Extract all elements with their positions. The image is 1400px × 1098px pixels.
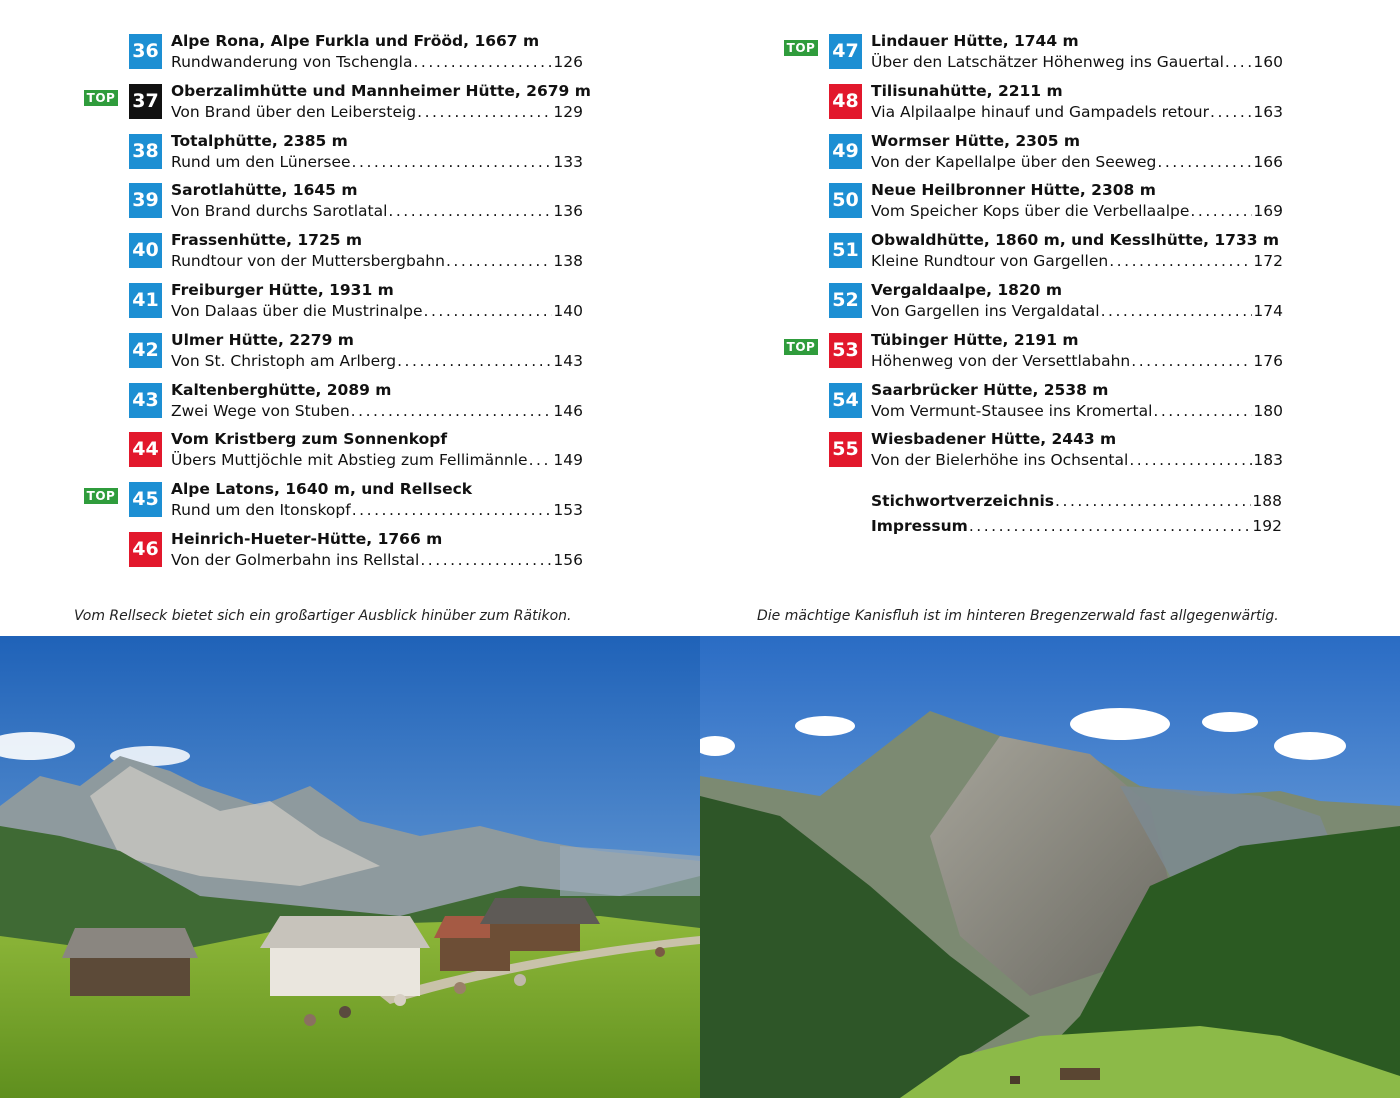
- tour-page: 129: [553, 102, 583, 121]
- extra-page: 192: [1252, 517, 1282, 535]
- tour-subtitle-row: [171, 252, 583, 270]
- tour-page: 180: [1253, 401, 1283, 420]
- leader-dots: [1190, 202, 1252, 220]
- tour-subtitle: Vom Vermunt-Stausee ins Kromertal: [871, 401, 1153, 420]
- toc-extra-impressum[interactable]: [871, 517, 1282, 535]
- tour-number-badge: 45: [129, 482, 162, 517]
- leader-dots: [529, 451, 553, 469]
- toc-entry-36[interactable]: [84, 31, 584, 81]
- leader-dots: [1157, 153, 1252, 171]
- tour-title: Freiburger Hütte, 1931 m: [171, 280, 394, 299]
- toc-entry-52[interactable]: [784, 280, 1284, 330]
- tour-page: 140: [553, 301, 583, 320]
- tour-page: 149: [553, 451, 583, 470]
- cloud: [795, 716, 855, 736]
- toc-extra-index[interactable]: [871, 492, 1282, 510]
- tour-subtitle-row: [171, 103, 583, 121]
- photo-kanisfluh: [700, 636, 1400, 1098]
- tour-number-badge: 39: [129, 183, 162, 218]
- tour-page: 153: [553, 501, 583, 520]
- tour-page: 133: [553, 152, 583, 171]
- tour-page: 136: [553, 202, 583, 221]
- toc-entry-51[interactable]: [784, 230, 1284, 280]
- toc-right-column: [784, 31, 1284, 479]
- tour-subtitle: Rundtour von der Muttersbergbahn: [171, 252, 445, 271]
- tour-page: 160: [1253, 53, 1283, 71]
- tour-subtitle: Von Brand über den Leibersteig: [171, 102, 417, 121]
- tour-number-badge: 36: [129, 34, 162, 69]
- tour-subtitle: Über den Latschätzer Höhenweg ins Gauertal: [871, 53, 1224, 71]
- tour-subtitle: Von Brand durchs Sarotlatal: [171, 202, 388, 221]
- leader-dots: [1129, 451, 1252, 469]
- farmhouse: [270, 946, 420, 996]
- toc-entry-42[interactable]: [84, 330, 584, 380]
- leader-dots: [969, 517, 1252, 535]
- tour-subtitle: Von der Bielerhöhe ins Ochsental: [871, 451, 1129, 470]
- tour-number-badge: 49: [829, 134, 862, 169]
- tour-subtitle-row: [171, 551, 583, 569]
- caption-right: Die mächtige Kanisfluh ist im hinteren Bregenzerwald fast allgegenwärtig.: [757, 608, 1279, 624]
- tour-number-badge: 41: [129, 283, 162, 318]
- tour-title: Lindauer Hütte, 1744 m: [871, 32, 1079, 50]
- tour-title: Alpe Latons, 1640 m, und Rellseck: [171, 480, 473, 499]
- tour-subtitle-row: [871, 252, 1283, 270]
- leader-dots: [1210, 103, 1252, 121]
- tour-page: 176: [1253, 351, 1283, 370]
- tour-number-badge: 42: [129, 333, 162, 368]
- tour-page: 163: [1253, 102, 1283, 121]
- toc-left-column: [84, 31, 591, 579]
- tour-subtitle-row: [871, 202, 1283, 220]
- tour-title: Ulmer Hütte, 2279 m: [171, 330, 354, 349]
- tour-page: 174: [1253, 301, 1283, 320]
- tour-subtitle: Rund um den Itonskopf: [171, 501, 351, 520]
- leader-dots: [420, 551, 552, 569]
- leader-dots: [388, 202, 552, 220]
- tour-number-badge: 44: [129, 432, 162, 467]
- toc-entry-45[interactable]: [84, 479, 584, 529]
- top-badge: TOP: [84, 488, 118, 504]
- extra-label: Impressum: [871, 517, 968, 535]
- tour-number-badge: 52: [829, 283, 862, 318]
- tour-page: 166: [1253, 152, 1283, 171]
- tour-title: Tilisunahütte, 2211 m: [871, 81, 1063, 100]
- tour-subtitle-row: [171, 53, 583, 71]
- tour-page: 146: [553, 401, 583, 420]
- tour-subtitle-row: [871, 153, 1283, 171]
- toc-entry-44[interactable]: [84, 429, 584, 479]
- top-badge: TOP: [84, 90, 118, 106]
- tour-subtitle: Von der Golmerbahn ins Rellstal: [171, 550, 420, 569]
- toc-entry-53[interactable]: [784, 330, 1284, 380]
- tour-subtitle: Kleine Rundtour von Gargellen: [871, 252, 1109, 271]
- tour-subtitle: Von Dalaas über die Mustrinalpe: [171, 301, 423, 320]
- tour-page: 156: [553, 550, 583, 569]
- toc-entry-54[interactable]: [784, 380, 1284, 430]
- tour-page: 183: [1253, 451, 1283, 470]
- tour-subtitle-row: [171, 501, 583, 519]
- tour-subtitle-row: [171, 202, 583, 220]
- tour-title: Vergaldaalpe, 1820 m: [871, 280, 1063, 299]
- toc-entry-43[interactable]: [84, 380, 584, 430]
- leader-dots: [351, 402, 553, 420]
- tour-number-badge: 46: [129, 532, 162, 567]
- leader-dots: [424, 302, 553, 320]
- toc-entry-50[interactable]: [784, 180, 1284, 230]
- tour-page: 172: [1253, 252, 1283, 271]
- tour-number-badge: 51: [829, 233, 862, 268]
- tour-subtitle-row: [171, 402, 583, 420]
- leader-dots: [1055, 492, 1251, 510]
- tour-title: Sarotlahütte, 1645 m: [171, 181, 358, 200]
- tour-subtitle-row: [871, 402, 1283, 420]
- tour-subtitle-row: [871, 53, 1283, 71]
- leader-dots: [1153, 402, 1252, 420]
- leader-dots: [413, 53, 552, 71]
- leader-dots: [352, 501, 553, 519]
- top-badge: TOP: [784, 40, 818, 56]
- tour-subtitle: Von Gargellen ins Vergaldatal: [871, 301, 1100, 320]
- leader-dots: [352, 153, 553, 171]
- tour-subtitle: Zwei Wege von Stuben: [171, 401, 350, 420]
- tour-subtitle-row: [171, 302, 583, 320]
- tour-subtitle: Rundwanderung von Tschengla: [171, 53, 413, 71]
- tour-page: 126: [553, 53, 583, 71]
- tour-number-badge: 53: [829, 333, 862, 368]
- toc-entry-47[interactable]: [784, 31, 1284, 81]
- tour-title: Alpe Rona, Alpe Furkla und Frööd, 1667 m: [171, 32, 540, 50]
- toc-entry-39[interactable]: [84, 180, 584, 230]
- caption-left: Vom Rellseck bietet sich ein großartiger Ausblick hinüber zum Rätikon.: [74, 608, 572, 624]
- toc-entry-38[interactable]: [84, 131, 584, 181]
- tour-number-badge: 55: [829, 432, 862, 467]
- tour-title: Obwaldhütte, 1860 m, und Kesslhütte, 1733 m: [871, 231, 1280, 250]
- toc-entry-48[interactable]: [784, 81, 1284, 131]
- tour-subtitle-row: [871, 451, 1283, 469]
- tour-title: Kaltenberghütte, 2089 m: [171, 380, 392, 399]
- tour-title: Frassenhütte, 1725 m: [171, 231, 363, 250]
- tour-title: Saarbrücker Hütte, 2538 m: [871, 380, 1109, 399]
- extra-page: 188: [1252, 492, 1282, 510]
- tour-subtitle-row: [871, 103, 1283, 121]
- toc-entry-49[interactable]: [784, 131, 1284, 181]
- hut: [70, 956, 190, 996]
- leader-dots: [1131, 352, 1252, 370]
- tour-number-badge: 38: [129, 134, 162, 169]
- tour-title: Tübinger Hütte, 2191 m: [871, 330, 1079, 349]
- tour-number-badge: 37: [129, 84, 162, 119]
- tour-number-badge: 40: [129, 233, 162, 268]
- tour-subtitle: Von der Kapellalpe über den Seeweg: [871, 152, 1157, 171]
- tour-subtitle: Von St. Christoph am Arlberg: [171, 351, 397, 370]
- leader-dots: [1225, 53, 1253, 71]
- toc-entry-37[interactable]: [84, 81, 591, 131]
- tour-subtitle-row: [171, 153, 583, 171]
- tour-number-badge: 54: [829, 383, 862, 418]
- tour-subtitle: Rund um den Lünersee: [171, 152, 351, 171]
- toc-entry-41[interactable]: [84, 280, 584, 330]
- leader-dots: [446, 252, 552, 270]
- tour-subtitle: Vom Speicher Kops über die Verbellaalpe: [871, 202, 1190, 221]
- tour-title: Neue Heilbronner Hütte, 2308 m: [871, 181, 1156, 200]
- leader-dots: [1109, 252, 1252, 270]
- tour-page: 138: [553, 252, 583, 271]
- tour-subtitle: Höhenweg von der Versettlabahn: [871, 351, 1131, 370]
- tour-title: Heinrich-Hueter-Hütte, 1766 m: [171, 529, 443, 548]
- tour-title: Oberzalimhütte und Mannheimer Hütte, 2679 m: [171, 81, 591, 100]
- tour-subtitle-row: [171, 451, 583, 469]
- photo-rellseck: [0, 636, 700, 1098]
- tour-subtitle: Via Alpilaalpe hinauf und Gampadels retour: [871, 102, 1209, 121]
- tour-page: 169: [1253, 202, 1283, 221]
- extra-label: Stichwortverzeichnis: [871, 492, 1055, 510]
- tour-number-badge: 43: [129, 383, 162, 418]
- tour-title: Totalphütte, 2385 m: [171, 131, 348, 150]
- leader-dots: [397, 352, 552, 370]
- tour-subtitle-row: [871, 352, 1283, 370]
- toc-entry-46[interactable]: [84, 529, 584, 579]
- leader-dots: [417, 103, 552, 121]
- tour-subtitle: Übers Muttjöchle mit Abstieg zum Fellimännle: [171, 451, 528, 470]
- tour-number-badge: 48: [829, 84, 862, 119]
- toc-entry-40[interactable]: [84, 230, 584, 280]
- toc-entry-55[interactable]: [784, 429, 1284, 479]
- leader-dots: [1101, 302, 1253, 320]
- tour-title: Wiesbadener Hütte, 2443 m: [871, 430, 1117, 449]
- tour-title: Vom Kristberg zum Sonnenkopf: [171, 430, 448, 449]
- tour-page: 143: [553, 351, 583, 370]
- top-badge: TOP: [784, 339, 818, 355]
- tour-number-badge: 50: [829, 183, 862, 218]
- tour-number-badge: 47: [829, 34, 862, 69]
- tour-title: Wormser Hütte, 2305 m: [871, 131, 1081, 150]
- tour-subtitle-row: [871, 302, 1283, 320]
- tour-subtitle-row: [171, 352, 583, 370]
